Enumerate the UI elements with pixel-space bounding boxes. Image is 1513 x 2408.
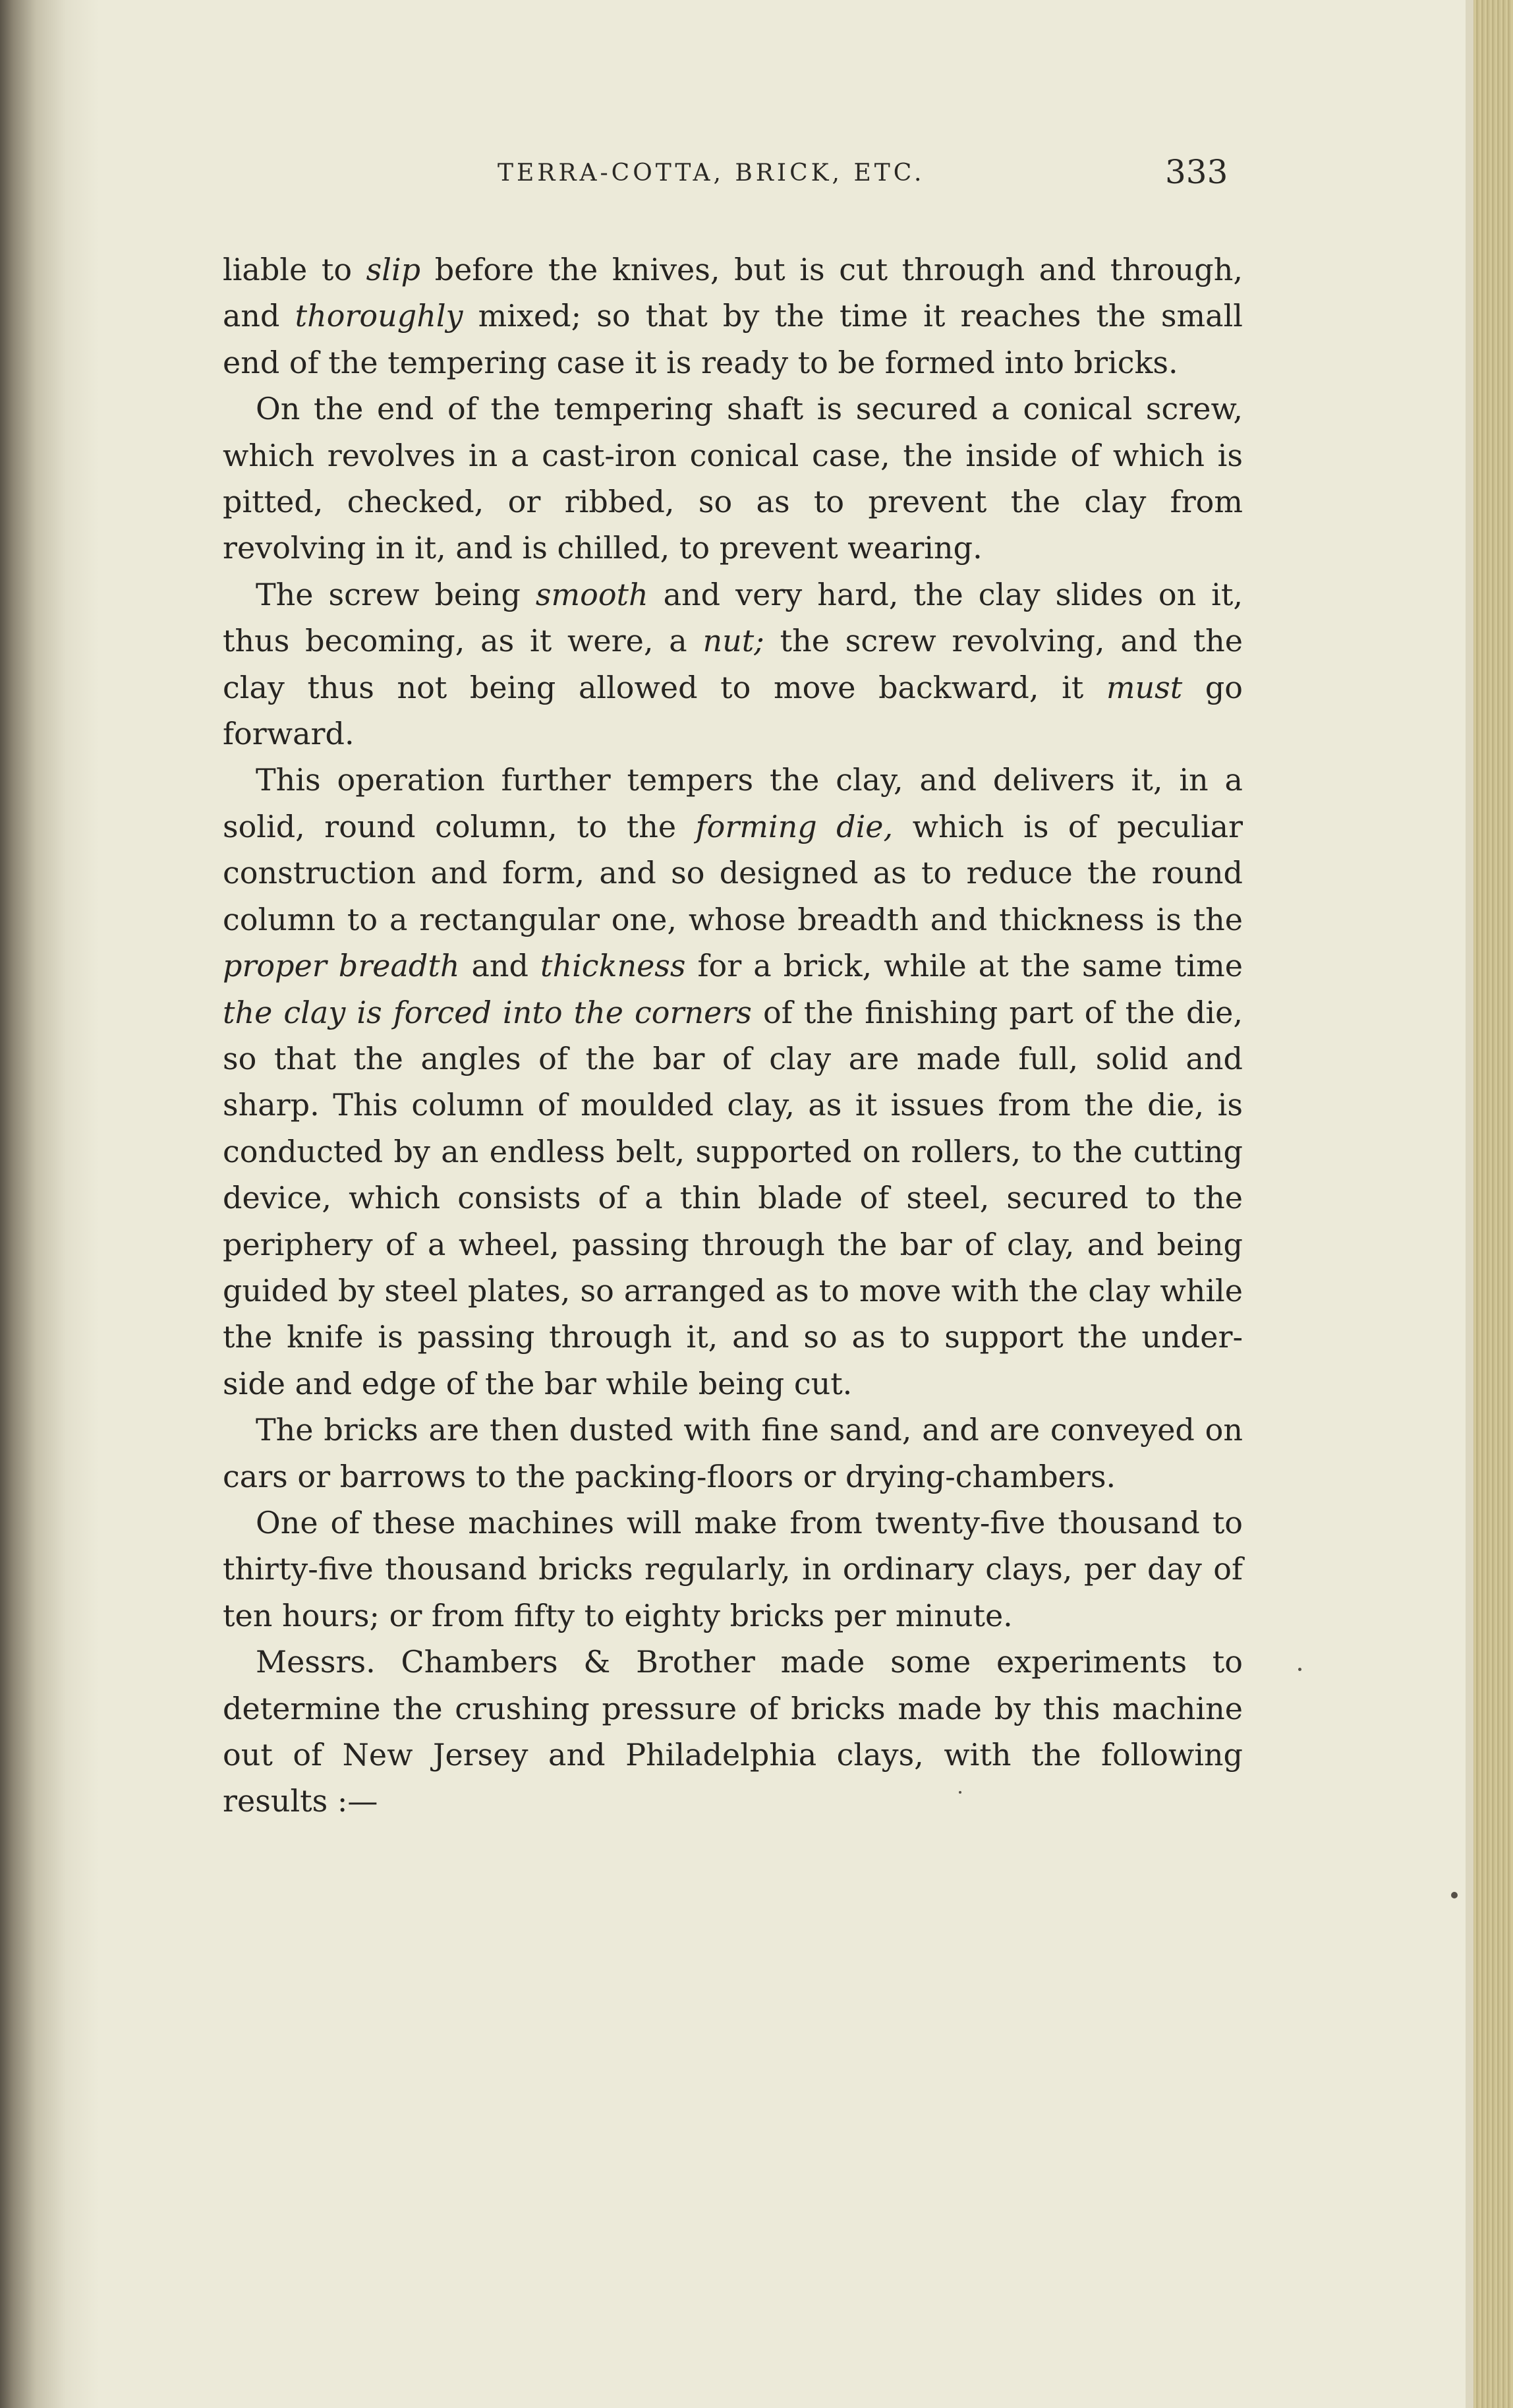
ink-speck <box>1298 1668 1301 1671</box>
italic-run: nut; <box>702 623 764 659</box>
text-run: for a brick, while at the same time <box>685 948 1243 984</box>
text-run: mixed; so that by the time it reaches the small end of the tempering case it is ready to be formed into bricks. <box>223 298 1243 380</box>
italic-run: smooth <box>535 576 648 612</box>
italic-run: thickness <box>540 948 686 984</box>
text-run: which is of peculiar construction and form, and so designed as to reduce the round column to a rectangular one, whose breadth and thickness is the <box>223 808 1243 937</box>
running-head <box>0 153 1513 206</box>
italic-run: the clay is forced into the corners <box>223 994 752 1030</box>
italic-run: proper breadth <box>223 948 460 984</box>
text-run: Messrs. Chambers & Brother made some experiments to determine the crushing pressure of bricks made by this machine out of New Jersey and Philadelphia clays, with the following results :— <box>223 1644 1243 1819</box>
text-run: before the knives, but is cut through and through, and <box>223 252 1243 334</box>
text-run: of the finishing part of the die, so that the angles of the bar of clay are made full, solid and sharp. This column of moulded clay, as it issues from the die, is conducted by an endless belt, supported on rollers, to the cutting device, which consists of a thin blade of steel, secured to the periphery of a wheel, passing through the bar of clay, and being guided by steel plates, so arranged as to move with the clay while the knife is passing through it, and so as to support the under-side and edge of the bar while being cut. <box>223 994 1243 1401</box>
text-run: On the end of the tempering shaft is secured a conical screw, which revolves in a cast-iron conical case, the inside of which is pitted, checked, or ribbed, so as to prevent the clay from revolving in it, and is chilled, to prevent wearing. <box>223 391 1243 566</box>
ink-speck <box>959 1791 961 1794</box>
text-run: This operation further tempers the clay, and delivers it, in a solid, round column, to the <box>223 762 1243 844</box>
italic-run: must <box>1106 669 1183 705</box>
italic-run: forming die, <box>695 808 894 844</box>
gutter-shadow <box>0 0 99 2408</box>
text-run: the screw revolving, and the clay thus not being allowed to move backward, it <box>223 623 1243 705</box>
paragraph <box>223 386 1243 572</box>
paragraph <box>223 1639 1243 1825</box>
paragraph <box>223 572 1243 757</box>
text-run: One of these machines will make from twenty-five thousand to thirty-five thousand bricks regularly, in ordinary clays, per day of ten hours; or from fifty to eighty bricks per minute. <box>223 1504 1243 1633</box>
text-run: liable to <box>223 252 366 287</box>
text-run: go forward. <box>223 669 1243 752</box>
italic-run: thoroughly <box>295 298 463 334</box>
page-stack-edge <box>1473 0 1513 2408</box>
text-run: and <box>459 948 540 984</box>
paragraph <box>223 1500 1243 1639</box>
body-text <box>223 247 1243 1825</box>
italic-run: slip <box>366 252 421 287</box>
text-run: The screw being <box>256 576 536 612</box>
page-edge-inner <box>1466 0 1473 2408</box>
text-run: and very hard, the clay slides on it, thus becoming, as it were, a <box>223 576 1243 659</box>
running-title: TERRA-COTTA, BRICK, ETC. <box>498 160 925 187</box>
ink-speck <box>1451 1892 1458 1898</box>
page-number: 333 <box>1165 153 1228 191</box>
paragraph <box>223 247 1243 386</box>
paragraph <box>223 1407 1243 1500</box>
text-run: The bricks are then dusted with fine sand, and are conveyed on cars or barrows to the packing-floors or drying-chambers. <box>223 1412 1243 1494</box>
paragraph <box>223 757 1243 1407</box>
